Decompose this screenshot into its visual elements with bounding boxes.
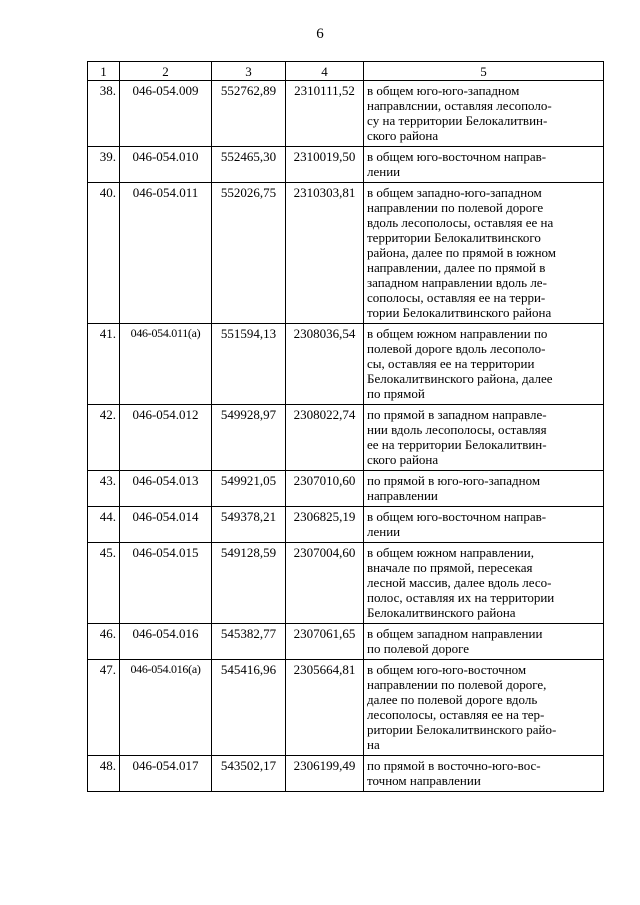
column-header-4: 4 xyxy=(286,62,364,81)
coordinate-x: 552762,89 xyxy=(212,81,286,147)
coordinate-y: 2307010,60 xyxy=(286,471,364,507)
description-line: в общем юго-восточном направ- xyxy=(367,149,547,164)
description-line: в общем юго-восточном направ- xyxy=(367,509,547,524)
direction-description xyxy=(364,660,604,756)
table-row xyxy=(88,183,604,324)
description-line: в общем южном направлении по xyxy=(367,326,548,341)
description-line: ского района xyxy=(367,128,439,143)
point-code: 046-054.012 xyxy=(120,405,212,471)
table-row xyxy=(88,471,604,507)
description-line: по прямой в западном направле- xyxy=(367,407,547,422)
coordinate-x: 552465,30 xyxy=(212,147,286,183)
coordinate-x: 545382,77 xyxy=(212,624,286,660)
description-line: ритории Белокалитвинского райо- xyxy=(367,722,557,737)
description-line: сy на территории Белокалитвин- xyxy=(367,113,548,128)
row-number: 48. xyxy=(88,756,120,792)
description-line: тории Белокалитвинского района xyxy=(367,305,552,320)
coordinate-x: 551594,13 xyxy=(212,324,286,405)
coordinate-y: 2310303,81 xyxy=(286,183,364,324)
direction-description xyxy=(364,183,604,324)
direction-description xyxy=(364,507,604,543)
coordinate-x: 549921,05 xyxy=(212,471,286,507)
point-code: 046-054.011 xyxy=(120,183,212,324)
direction-description xyxy=(364,81,604,147)
point-code: 046-054.017 xyxy=(120,756,212,792)
coordinate-x: 549378,21 xyxy=(212,507,286,543)
description-line: далее по полевой дороге вдоль xyxy=(367,692,538,707)
description-line: района, далее по прямой в южном xyxy=(367,245,557,260)
description-line: западном направлении вдоль ле- xyxy=(367,275,547,290)
description-line: нии вдоль лесополосы, оставляя xyxy=(367,422,547,437)
description-line: точном направлении xyxy=(367,773,481,788)
direction-description xyxy=(364,471,604,507)
point-code: 046-054.014 xyxy=(120,507,212,543)
coordinate-y: 2308022,74 xyxy=(286,405,364,471)
description-line: в общем западно-юго-западном xyxy=(367,185,542,200)
coordinate-y: 2310111,52 xyxy=(286,81,364,147)
point-code: 046-054.015 xyxy=(120,543,212,624)
description-line: Белокалитвинского района xyxy=(367,605,516,620)
coordinate-y: 2308036,54 xyxy=(286,324,364,405)
description-line: лесополосы, оставляя ее на тер- xyxy=(367,707,545,722)
row-number: 47. xyxy=(88,660,120,756)
column-header-5: 5 xyxy=(364,62,604,81)
direction-description xyxy=(364,756,604,792)
coordinate-x: 543502,17 xyxy=(212,756,286,792)
table-row xyxy=(88,756,604,792)
table-body xyxy=(88,81,604,792)
coordinate-y: 2307061,65 xyxy=(286,624,364,660)
description-line: на xyxy=(367,737,380,752)
coordinate-x: 549128,59 xyxy=(212,543,286,624)
point-code: 046-054.016(а) xyxy=(120,660,212,756)
direction-description xyxy=(364,543,604,624)
direction-description xyxy=(364,324,604,405)
description-line: вдоль лесополосы, оставляя ее на xyxy=(367,215,554,230)
table-row xyxy=(88,405,604,471)
description-line: в общем юго-юго-восточном xyxy=(367,662,527,677)
point-code: 046-054.016 xyxy=(120,624,212,660)
row-number: 39. xyxy=(88,147,120,183)
row-number: 41. xyxy=(88,324,120,405)
description-line: лении xyxy=(367,164,401,179)
description-line: по полевой дороге xyxy=(367,641,470,656)
direction-description xyxy=(364,624,604,660)
row-number: 43. xyxy=(88,471,120,507)
description-line: направлении, далее по прямой в xyxy=(367,260,546,275)
row-number: 46. xyxy=(88,624,120,660)
table-header-row xyxy=(88,62,604,81)
table-row xyxy=(88,624,604,660)
point-code: 046-054.009 xyxy=(120,81,212,147)
column-header-2: 2 xyxy=(120,62,212,81)
coordinate-y: 2307004,60 xyxy=(286,543,364,624)
description-line: Белокалитвинского района, далее xyxy=(367,371,553,386)
table-row xyxy=(88,507,604,543)
coordinate-x: 549928,97 xyxy=(212,405,286,471)
table-row xyxy=(88,324,604,405)
description-line: в общем западном направлении xyxy=(367,626,543,641)
description-line: направлении xyxy=(367,488,438,503)
description-line: в общем юго-юго-западном xyxy=(367,83,520,98)
table-row xyxy=(88,81,604,147)
coordinate-x: 545416,96 xyxy=(212,660,286,756)
description-line: лесной массив, далее вдоль лесо- xyxy=(367,575,552,590)
description-line: по прямой в восточно-юго-вос- xyxy=(367,758,541,773)
direction-description xyxy=(364,147,604,183)
description-line: в общем южном направлении, xyxy=(367,545,534,560)
coordinate-y: 2306199,49 xyxy=(286,756,364,792)
description-line: территории Белокалитвинского xyxy=(367,230,541,245)
row-number: 42. xyxy=(88,405,120,471)
description-line: ее на территории Белокалитвин- xyxy=(367,437,547,452)
table-row xyxy=(88,660,604,756)
coordinate-y: 2310019,50 xyxy=(286,147,364,183)
page-number: 6 xyxy=(316,26,324,42)
description-line: направлении по полевой дороге xyxy=(367,200,544,215)
description-line: сополосы, оставляя ее на терри- xyxy=(367,290,546,305)
row-number: 44. xyxy=(88,507,120,543)
row-number: 45. xyxy=(88,543,120,624)
description-line: сы, оставляя ее на территории xyxy=(367,356,535,371)
point-code: 046-054.011(а) xyxy=(120,324,212,405)
row-number: 38. xyxy=(88,81,120,147)
coordinate-y: 2305664,81 xyxy=(286,660,364,756)
point-code: 046-054.010 xyxy=(120,147,212,183)
direction-description xyxy=(364,405,604,471)
description-line: полевой дороге вдоль лесополо- xyxy=(367,341,546,356)
column-header-3: 3 xyxy=(212,62,286,81)
description-line: лении xyxy=(367,524,401,539)
coordinate-x: 552026,75 xyxy=(212,183,286,324)
description-line: полос, оставляя их на территории xyxy=(367,590,555,605)
description-line: по прямой xyxy=(367,386,425,401)
description-line: ского района xyxy=(367,452,439,467)
column-header-1: 1 xyxy=(88,62,120,81)
description-line: направлении по полевой дороге, xyxy=(367,677,547,692)
row-number: 40. xyxy=(88,183,120,324)
table-row xyxy=(88,147,604,183)
boundary-points-table xyxy=(87,61,604,792)
description-line: по прямой в юго-юго-западном xyxy=(367,473,541,488)
coordinate-y: 2306825,19 xyxy=(286,507,364,543)
description-line: направлснии, оставляя лесополо- xyxy=(367,98,552,113)
table-row xyxy=(88,543,604,624)
point-code: 046-054.013 xyxy=(120,471,212,507)
description-line: вначале по прямой, пересекая xyxy=(367,560,533,575)
